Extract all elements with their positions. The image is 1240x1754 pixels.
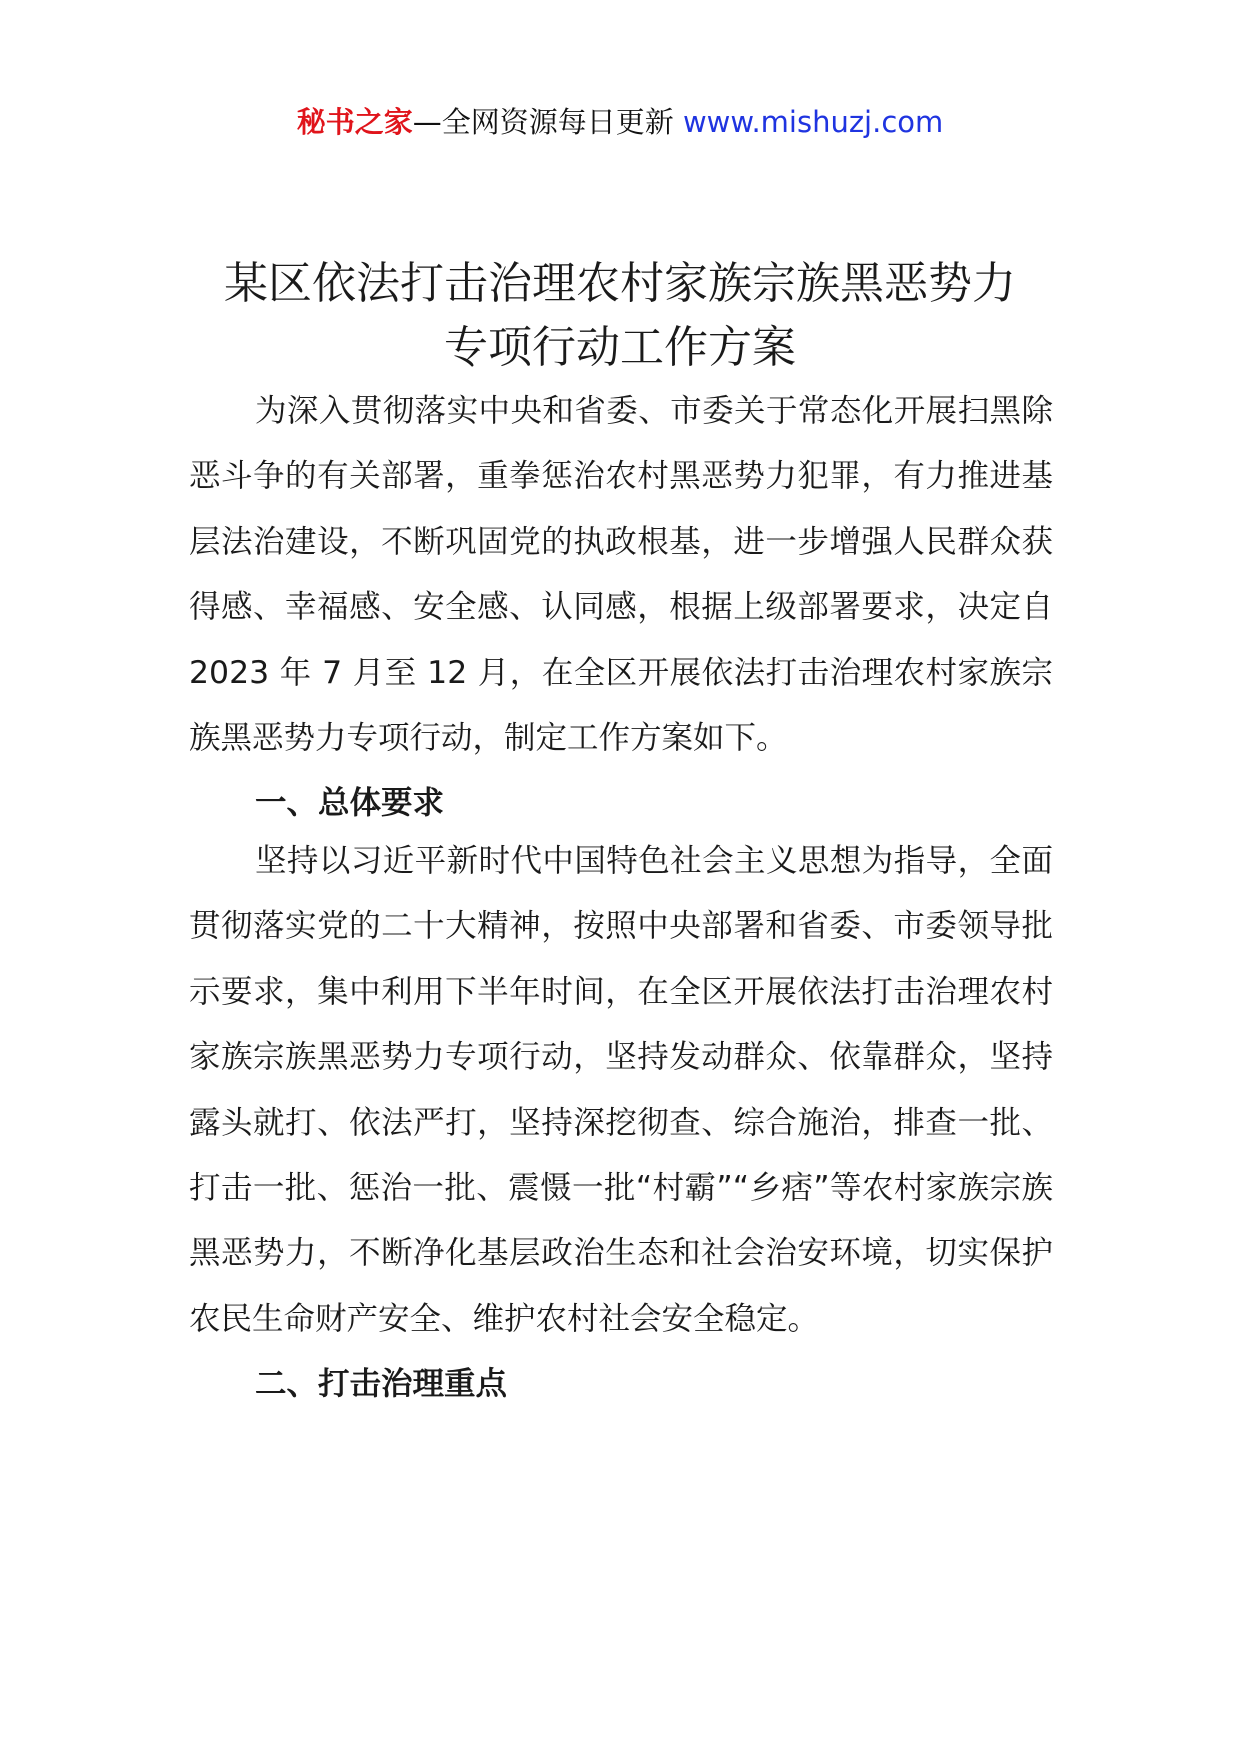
document-title — [150, 252, 1090, 380]
section-1-heading: 一、总体要求 — [255, 785, 445, 821]
title-line-2: 专项行动工作方案 — [444, 322, 796, 373]
section-1-paragraph: 坚持以习近平新时代中国特色社会主义思想为指导，全面贯彻落实党的二十大精神，按照中央部署和省委、市委领导批示要求，集中利用下半年时间，在全区开展依法打击治理农村家族宗族黑恶势力专项行动，坚持发动群众、依靠群众，坚持露头就打、依法严打，坚持深挖彻查、综合施治，排查一批、打击一批、惩治一批、震慑一批“村霸”“乡痞”等农村家族宗族黑恶势力，不断净化基层政治生态和社会治安环境，切实保护农民生命财产安全、维护农村社会安全稳定。 — [189, 843, 1053, 1337]
section-2-heading: 二、打击治理重点 — [255, 1366, 508, 1402]
watermark-header — [0, 102, 1240, 142]
brand-name: 秘书之家 — [296, 105, 413, 139]
title-line-1: 某区依法打击治理农村家族宗族黑恶势力 — [224, 258, 1016, 309]
intro-paragraph: 为深入贯彻落实中央和省委、市委关于常态化开展扫黑除恶斗争的有关部署，重拳惩治农村黑恶势力犯罪，有力推进基层法治建设，不断巩固党的执政根基，进一步增强人民群众获得感、幸福感、安全感、认同感，根据上级部署要求，决定自 2023 年 7 月至 12 月，在全区开展依法打击治理农村家族宗族黑恶势力专项行动，制定工作方案如下。 — [189, 393, 1053, 757]
header-tagline: —全网资源每日更新 — [412, 105, 674, 139]
header-url-link[interactable]: www.mishuzj.com — [682, 105, 944, 139]
